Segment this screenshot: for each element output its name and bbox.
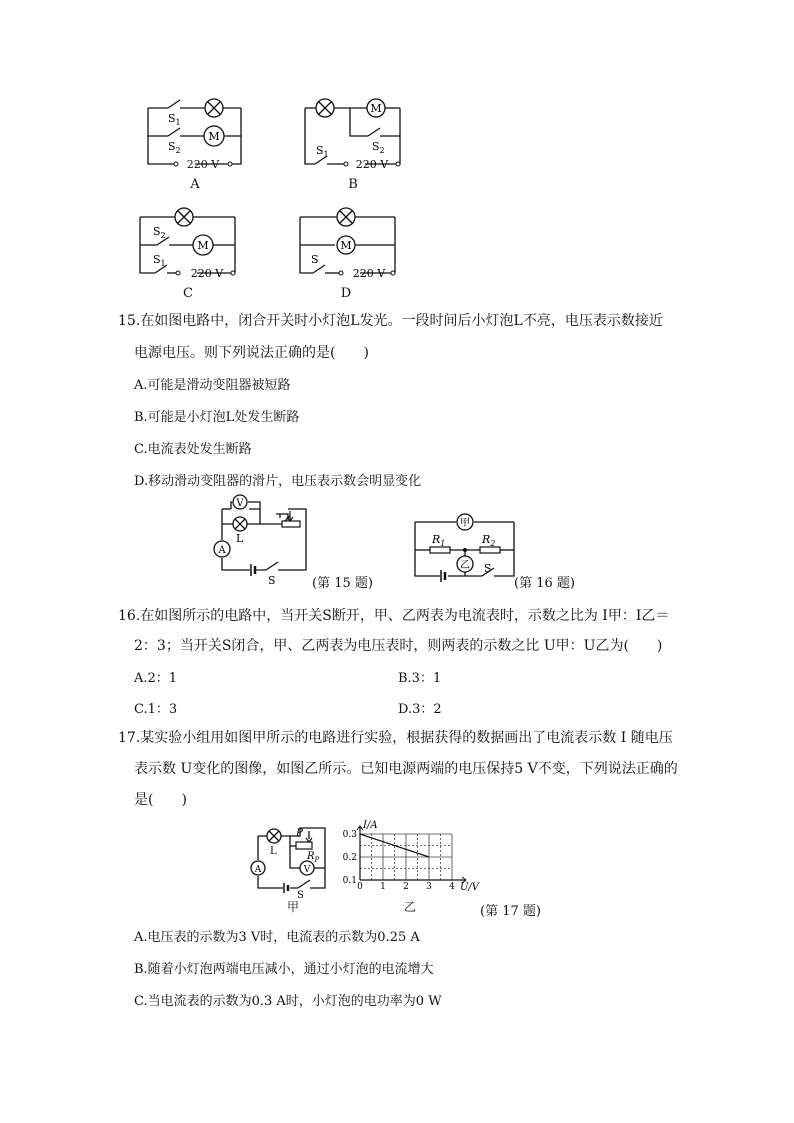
switch-s-label: S — [484, 562, 492, 575]
lamp-icon — [175, 208, 193, 226]
q15-stem-line1: 15.在如图电路中，闭合开关时小灯泡L发光。一段时间后小灯泡L不亮，电压表示数接近 — [118, 313, 663, 329]
switch-s2-label: $S_2$ — [168, 140, 181, 155]
figure-15-circuit — [210, 494, 320, 587]
q17-stem-line3: 是( ) — [134, 792, 187, 808]
q15-option-c: C.电流表处发生断路 — [134, 442, 252, 457]
q17-stem-line2: 表示数 U变化的图像，如图乙所示。已知电源两端的电压保持5 V不变，下列说法正确的 — [134, 761, 678, 777]
chart-series — [360, 834, 429, 857]
x-tick-label: 3 — [426, 882, 432, 892]
switch-s2-label: $S_2$ — [153, 225, 166, 240]
q17-option-c: C.当电流表的示数为0.3 A时，小灯泡的电功率为0 W — [134, 994, 442, 1009]
motor-label: M — [370, 102, 382, 115]
voltmeter-label: V — [303, 865, 311, 875]
chart-x-axis-label: U/V — [460, 882, 480, 893]
q16-option-b: B.3：1 — [398, 671, 442, 686]
lamp-l-label: L — [270, 846, 277, 857]
x-tick-label: 0 — [357, 882, 363, 892]
x-tick-label: 4 — [449, 882, 455, 892]
motor-label: M — [208, 130, 220, 143]
q15-option-b: B.可能是小灯泡L处发生断路 — [134, 410, 300, 425]
figure-16-caption: (第 16 题) — [514, 576, 575, 591]
figure-17-yi-graph — [340, 814, 485, 894]
series-line — [360, 834, 429, 857]
lamp-icon — [233, 517, 247, 531]
q17-option-a: A.电压表的示数为3 V时，电流表的示数为0.25 A — [134, 930, 420, 945]
q15-option-d: D.移动滑动变阻器的滑片，电压表示数会明显变化 — [134, 474, 422, 489]
meter-jia-label: 甲 — [460, 518, 470, 529]
switch-s1-label: $S_1$ — [153, 253, 166, 268]
figure-16-circuit — [410, 510, 520, 585]
motor-label: M — [340, 239, 352, 252]
meter-yi-label: 乙 — [460, 560, 470, 571]
switch-s-label: S — [297, 890, 304, 901]
q15-stem-line2: 电源电压。则下列说法正确的是( ) — [134, 345, 369, 361]
chart-y-axis-label: I/A — [363, 820, 378, 831]
figure-17-caption: (第 17 题) — [480, 904, 541, 919]
switch-s-label: S — [268, 574, 276, 587]
circuit-c — [135, 205, 245, 285]
circuit-a — [140, 96, 250, 176]
switch-s1-label: $S_1$ — [316, 144, 329, 159]
option-b-label: B — [348, 177, 358, 192]
switch-s1-label: $S_1$ — [168, 112, 181, 127]
lamp-icon — [316, 99, 334, 117]
x-tick-label: 2 — [403, 882, 409, 892]
q17-option-b: B.随着小灯泡两端电压减小，通过小灯泡的电流增大 — [134, 962, 434, 977]
slider-p-label: P — [296, 828, 303, 839]
q16-option-d: D.3：2 — [398, 702, 442, 717]
switch-s2-label: $S_2$ — [372, 140, 385, 155]
q16-option-a: A.2：1 — [134, 671, 178, 686]
figure-15-caption: (第 15 题) — [312, 576, 373, 591]
y-tick-label: 0.3 — [342, 830, 357, 840]
figure-jia-label: 甲 — [286, 900, 299, 914]
circuit-d — [295, 205, 405, 285]
lamp-l-label: L — [236, 532, 244, 545]
resistor-r1-label: $R_1$ — [432, 533, 446, 548]
x-tick-label: 1 — [380, 882, 386, 892]
q16-stem-line1: 16.在如图所示的电路中，当开关S断开，甲、乙两表为电流表时，示数之比为 I甲：I乙＝ — [118, 608, 670, 624]
q16-option-c: C.1：3 — [134, 702, 178, 717]
voltmeter-label: V — [236, 498, 244, 509]
ammeter-label: A — [254, 865, 262, 875]
lamp-icon — [337, 208, 355, 226]
y-tick-label: 0.1 — [342, 876, 357, 886]
option-a-label: A — [190, 177, 200, 192]
source-label: 220 V — [190, 267, 224, 280]
switch-s-label: S — [311, 253, 319, 266]
lamp-icon — [267, 829, 281, 843]
figure-17-jia-circuit — [250, 826, 340, 901]
source-label: 220 V — [352, 267, 386, 280]
figure-yi-label: 乙 — [403, 900, 416, 914]
q15-option-a: A.可能是滑动变阻器被短路 — [134, 378, 291, 393]
motor-label: M — [197, 239, 209, 252]
resistor-r2-label: $R_2$ — [482, 533, 496, 548]
y-tick-label: 0.2 — [342, 853, 357, 863]
ammeter-label: A — [218, 545, 226, 556]
q17-stem-line1: 17.某实验小组用如图甲所示的电路进行实验，根据获得的数据画出了电流表示数 I 随电压 — [118, 730, 673, 746]
source-label: 220 V — [186, 158, 220, 171]
circuit-b — [300, 96, 410, 176]
q16-stem-line2: 2：3；当开关S闭合，甲、乙两表为电压表时，则两表的示数之比 U甲：U乙为( ) — [134, 638, 663, 654]
source-label: 220 V — [355, 158, 389, 171]
rheostat-rp-label: $R_P$ — [307, 851, 320, 864]
option-c-label: C — [183, 286, 193, 301]
lamp-icon — [205, 99, 223, 117]
option-d-label: D — [340, 286, 352, 301]
chart-axes — [357, 826, 466, 883]
chart-grid — [360, 834, 452, 880]
